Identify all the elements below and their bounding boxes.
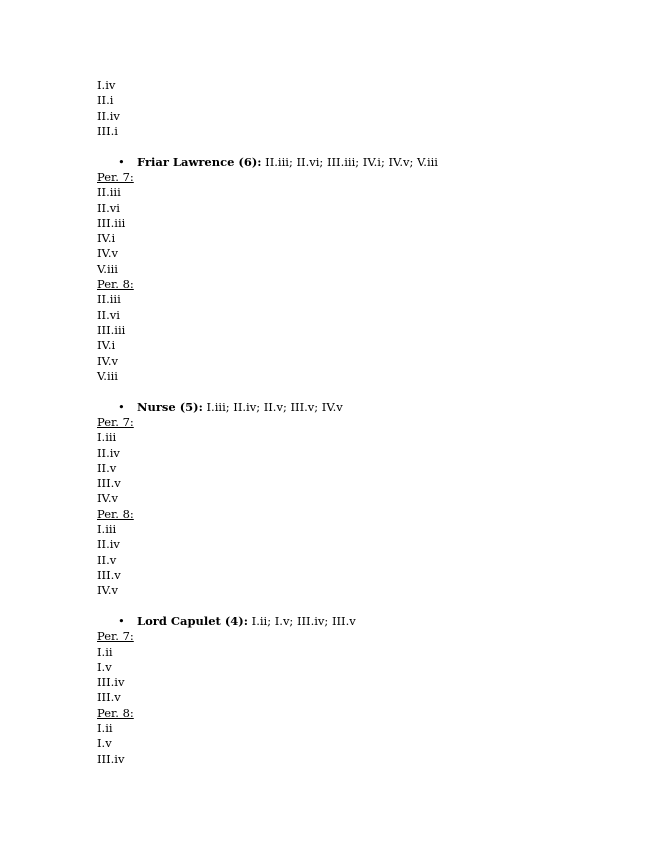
scene-line: II.iv: [97, 108, 120, 123]
scene-line: III.v: [97, 690, 121, 705]
scene-line: V.iii: [97, 261, 118, 276]
scene-line: II.i: [97, 93, 114, 108]
character-name: Nurse (5):: [137, 399, 203, 414]
scene-line: I.v: [97, 736, 112, 751]
intro-scene-list: [97, 78, 617, 139]
document-page: [97, 78, 617, 767]
scene-line: I.v: [97, 659, 112, 674]
period-label: Per. 8:: [97, 506, 134, 521]
scene-line: IV.v: [97, 246, 118, 261]
scene-line: I.iv: [97, 78, 116, 92]
scene-line: I.ii: [97, 721, 113, 736]
scene-line: II.iv: [97, 537, 120, 552]
scene-line: III.iii: [97, 215, 126, 230]
character-name: Lord Capulet (4):: [137, 614, 248, 628]
scene-line: V.iii: [97, 368, 118, 383]
period-label: Per. 8:: [97, 705, 134, 720]
scene-line: I.iii: [97, 430, 117, 445]
scene-line: II.vi: [97, 200, 120, 215]
scene-line: II.v: [97, 552, 117, 567]
period-label: Per. 7:: [97, 414, 134, 429]
scene-line: III.iv: [97, 751, 125, 766]
scene-line: I.ii: [97, 644, 113, 659]
character-scene-summary: I.ii; I.v; III.iv; III.v: [248, 614, 356, 628]
bullet-item: [97, 400, 617, 415]
scene-line: III.iv: [97, 675, 125, 690]
period-label: Per. 8:: [97, 277, 134, 292]
bullet-item: [97, 155, 617, 170]
scene-line: II.iii: [97, 292, 121, 307]
scene-line: III.i: [97, 123, 118, 138]
scene-line: I.iii: [97, 522, 117, 537]
character-name: Friar Lawrence (6):: [137, 154, 262, 169]
section-nurse: [97, 400, 617, 599]
scene-line: IV.v: [97, 353, 118, 368]
character-scene-summary: II.iii; II.vi; III.iii; IV.i; IV.v; V.iii: [261, 154, 438, 169]
scene-line: IV.i: [97, 231, 116, 246]
scene-line: III.v: [97, 567, 121, 582]
scene-line: II.vi: [97, 307, 120, 322]
scene-line: IV.i: [97, 338, 116, 353]
scene-line: IV.v: [97, 583, 118, 598]
scene-line: II.iii: [97, 185, 121, 200]
character-scene-summary: I.iii; II.iv; II.v; III.v; IV.v: [202, 399, 343, 414]
bullet-icon: •: [118, 154, 125, 169]
bullet-icon: •: [118, 399, 125, 414]
bullet-item: [97, 614, 617, 629]
section-lord-capulet: [97, 614, 617, 767]
scene-line: III.iii: [97, 322, 126, 337]
period-label: Per. 7:: [97, 169, 134, 184]
bullet-icon: •: [118, 614, 125, 628]
scene-line: IV.v: [97, 491, 118, 506]
scene-line: III.v: [97, 476, 121, 491]
section-friar-lawrence: [97, 155, 617, 384]
period-label: Per. 7:: [97, 629, 134, 644]
scene-line: II.iv: [97, 445, 120, 460]
scene-line: II.v: [97, 460, 117, 475]
